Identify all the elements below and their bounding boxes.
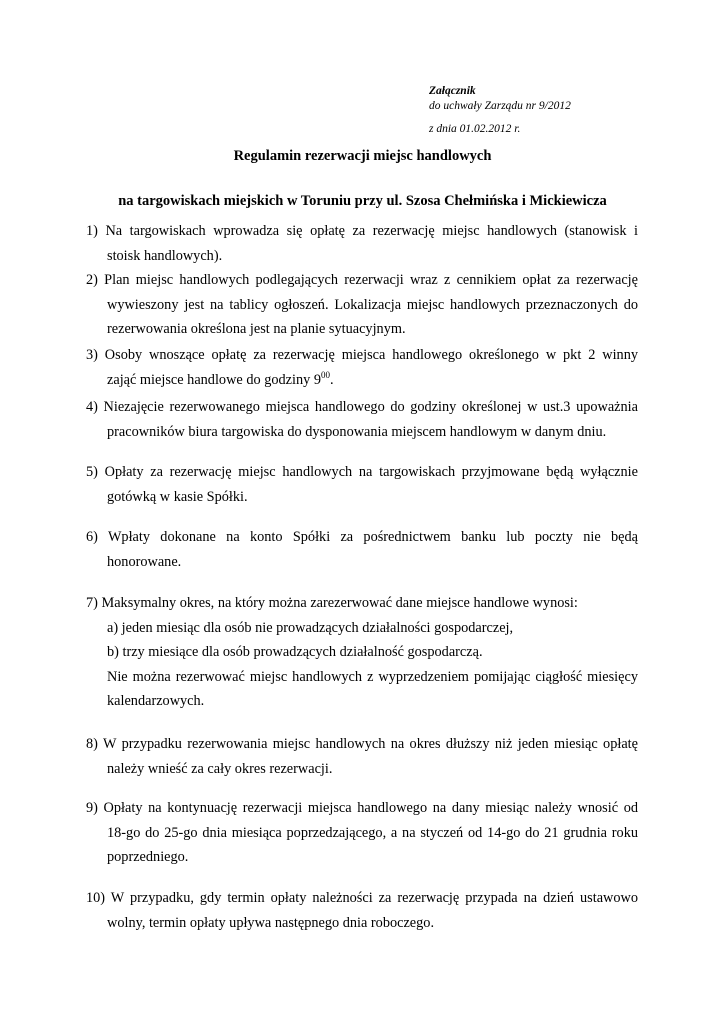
rule-item-3 xyxy=(86,343,638,392)
rule-subitem-b: b) trzy miesiące dla osób prowadzących działalność gospodarczą. xyxy=(107,644,483,660)
rule-subitem-a: a) jeden miesiąc dla osób nie prowadzących działalności gospodarczej, xyxy=(107,619,514,636)
rule-line: 1) Na targowiskach wprowadza się opłatę za rezerwację miejsc handlowych (stanowisk i xyxy=(86,223,638,239)
rule-item-10 xyxy=(86,886,638,935)
rule-item-4 xyxy=(86,395,638,444)
rule-item-8 xyxy=(86,732,638,781)
rule-line: poprzedniego. xyxy=(107,849,189,865)
document-title: Regulamin rezerwacji miejsc handlowych xyxy=(233,148,492,164)
rule-line: kalendarzowych. xyxy=(107,693,205,709)
rule-item-5 xyxy=(86,460,638,509)
rule-line: wolny, termin opłaty upływa następnego dnia roboczego. xyxy=(107,914,435,931)
rule-text: zająć miejsce handlowe do godziny 9 xyxy=(107,371,321,388)
rule-line: pracowników biura targowiska do dysponowania miejscem handlowym w danym dniu. xyxy=(107,423,607,440)
rule-item-7 xyxy=(86,591,638,714)
annex-resolution: do uchwały Zarządu nr 9/2012 xyxy=(429,100,571,112)
rule-text-end: . xyxy=(329,371,334,388)
rule-item-6 xyxy=(86,525,638,574)
rule-line: honorowane. xyxy=(107,553,182,570)
rule-line: 6) Wpłaty dokonane na konto Spółki za pośrednictwem banku lub poczty nie będą xyxy=(86,529,638,545)
annex-label: Załącznik xyxy=(429,85,476,97)
rule-item-1 xyxy=(86,219,638,268)
rule-line: 7) Maksymalny okres, na który można zarezerwować dane miejsce handlowe wynosi: xyxy=(86,595,578,611)
hour-superscript: 00 xyxy=(320,369,330,380)
rule-line: wywieszony jest na tablicy ogłoszeń. Lokalizacja miejsc handlowych przeznaczonych do xyxy=(107,296,638,313)
rule-line: 3) Osoby wnoszące opłatę za rezerwację miejsca handlowego określonego w pkt 2 winny xyxy=(86,347,638,363)
rule-line: należy wnieść za cały okres rezerwacji. xyxy=(107,760,333,777)
rule-line xyxy=(86,368,638,393)
rule-line: 18-go do 25-go dnia miesiąca poprzedzającego, a na styczeń od 14-go do 21 grudnia roku xyxy=(107,824,638,841)
rule-line: Nie można rezerwować miejsc handlowych z wyprzedzeniem pomijając ciągłość miesięcy xyxy=(107,668,638,685)
annex-header xyxy=(429,84,571,137)
rule-line: 2) Plan miejsc handlowych podlegających rezerwacji wraz z cennikiem opłat za rezerwację xyxy=(86,272,638,288)
document-subtitle: na targowiskach miejskich w Toruniu przy ul. Szosa Chełmińska i Mickiewicza xyxy=(118,193,607,209)
rule-item-9 xyxy=(86,796,638,870)
rule-line: 9) Opłaty na kontynuację rezerwacji miejsca handlowego na dany miesiąc należy wnosić od xyxy=(86,800,638,816)
rule-line: 10) W przypadku, gdy termin opłaty należności za rezerwację przypada na dzień ustawowo xyxy=(86,890,638,906)
annex-date: z dnia 01.02.2012 r. xyxy=(429,123,521,135)
rule-item-2 xyxy=(86,268,638,342)
rule-line: stoisk handlowych). xyxy=(107,247,223,264)
rule-line: 4) Niezajęcie rezerwowanego miejsca handlowego do godziny określonej w ust.3 upoważnia xyxy=(86,399,638,415)
rule-line: rezerwowania określona jest na planie sytuacyjnym. xyxy=(107,321,406,337)
rule-line: gotówką w kasie Spółki. xyxy=(107,488,248,505)
rule-line: 8) W przypadku rezerwowania miejsc handlowych na okres dłuższy niż jeden miesiąc opłatę xyxy=(86,736,638,752)
rule-line: 5) Opłaty za rezerwację miejsc handlowych na targowiskach przyjmowane będą wyłącznie xyxy=(86,464,638,480)
